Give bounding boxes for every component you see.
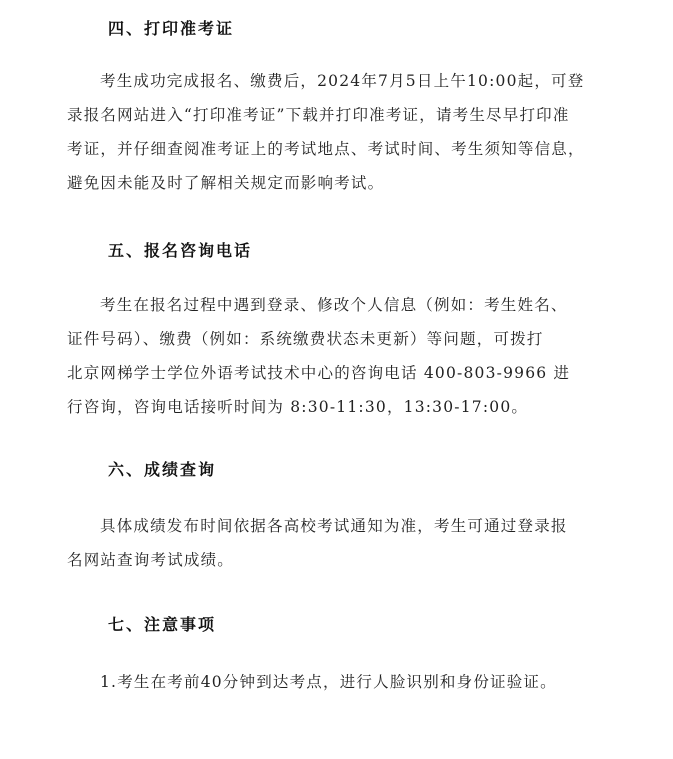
paragraph-line: 1.考生在考前40分钟到达考点，进行人脸识别和身份证验证。 (100, 673, 557, 691)
section-body-print-admission (67, 64, 627, 200)
section-heading-notes: 七、注意事项 (108, 615, 217, 634)
paragraph-line: 行咨询，咨询电话接听时间为 8:30-11:30，13:30-17:00。 (67, 398, 529, 416)
paragraph-line: 北京网梯学士学位外语考试技术中心的咨询电话 400-803-9966 进 (67, 364, 571, 382)
paragraph-line: 证件号码）、缴费（例如：系统缴费状态未更新）等问题，可拨打 (67, 330, 544, 348)
section-body-hotline (67, 288, 627, 424)
paragraph-line: 考生在报名过程中遇到登录、修改个人信息（例如：考生姓名、 (100, 296, 568, 314)
paragraph-line: 具体成绩发布时间依据各高校考试通知为准，考生可通过登录报 (100, 517, 568, 535)
section-heading-hotline: 五、报名咨询电话 (108, 241, 253, 260)
section-body-notes (67, 665, 627, 699)
section-heading-score-query: 六、成绩查询 (108, 460, 217, 479)
section-body-score-query (67, 509, 627, 577)
paragraph-line: 考生成功完成报名、缴费后，2024年7月5日上午10:00起，可登 (100, 72, 585, 90)
section-heading-print-admission: 四、打印准考证 (108, 19, 235, 38)
paragraph-line: 录报名网站进入“打印准考证”下载并打印准考证，请考生尽早打印准 (67, 106, 570, 124)
paragraph-line: 名网站查询考试成绩。 (67, 551, 235, 569)
paragraph-line: 考证，并仔细查阅准考证上的考试地点、考试时间、考生须知等信息， (67, 140, 585, 158)
paragraph-line: 避免因未能及时了解相关规定而影响考试。 (67, 174, 385, 192)
